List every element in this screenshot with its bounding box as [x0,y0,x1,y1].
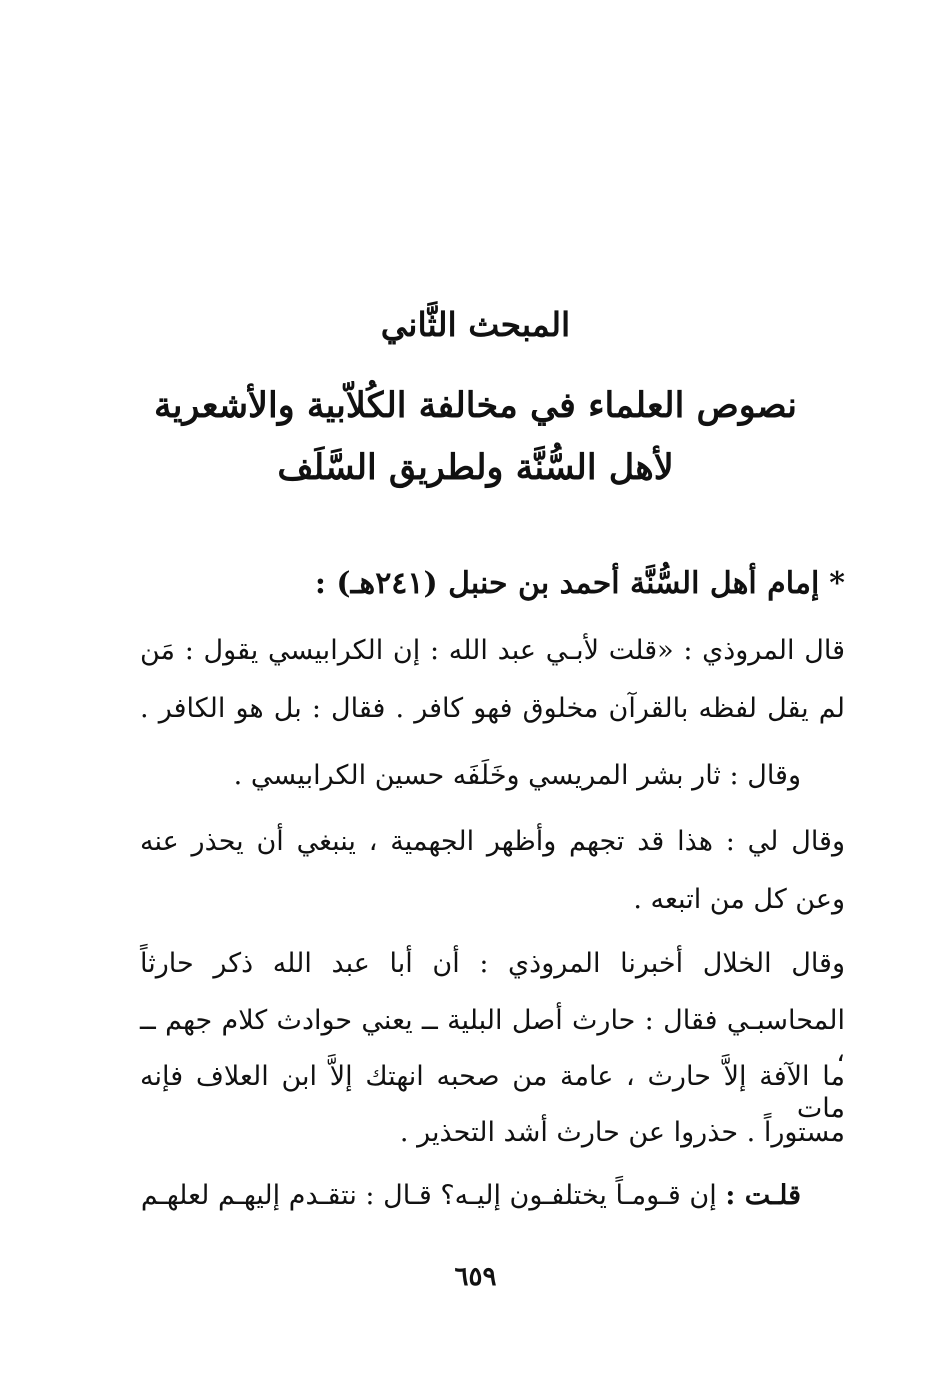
paragraph-line-1: قال المروذي : «قلت لأبـي عبد الله : إن الكرابيسي يقول : مَن [140,635,845,666]
paragraph-line-9: مستوراً . حذروا عن حارث أشد التحذير . [399,1117,845,1148]
chapter-title-line-2: لأهل السُّنَّة ولطريق السَّلَف [277,447,674,488]
section-heading: المبحث الثَّاني [380,305,571,344]
paragraph-line-10 [141,1180,801,1212]
paragraph-line-8: ما الآفة إلاَّ حارث ، عامة من صحبه انهتك إلاَّ ابن العلاف فإنه مات [140,1061,845,1125]
paragraph-line-7: المحاسبـي فقال : حارث أصل البلية ــ يعني حوادث كلام جهم ــ ، [140,1005,845,1069]
paragraph-line-2: لم يقل لفظه بالقرآن مخلوق فهو كافر . فقال : بل هو الكافر . [140,693,845,724]
page-number: ٦٥٩ [454,1262,497,1292]
paragraph-line-4: وقال لي : هذا قد تجهم وأظهر الجهمية ، ينبغي أن يحذر عنه [140,826,845,857]
paragraph-line-10-text: إن قـومـاً يختلفـون إليـه؟ قـال : نتقـدم إليهـم لعلهـم [140,1180,717,1211]
subheading [315,566,845,601]
subheading-text: إمام أهل السُّنَّة أحمد بن حنبل (٢٤١هـ) : [314,566,820,601]
paragraph-line-3: وقال : ثار بشر المريسي وخَلَفَه حسين الكرابيسي . [233,760,801,791]
paragraph-line-5: وعن كل من اتبعه . [633,884,845,915]
qultu-lead: قلـت : [725,1180,801,1211]
paragraph-line-6: وقال الخلال أخبرنا المروذي : أن أبا عبد الله ذكر حارثاً [140,948,845,979]
chapter-title-line-1: نصوص العلماء في مخالفة الكُلاّبية والأشعرية [154,385,797,426]
asterisk-marker: * [829,566,845,601]
